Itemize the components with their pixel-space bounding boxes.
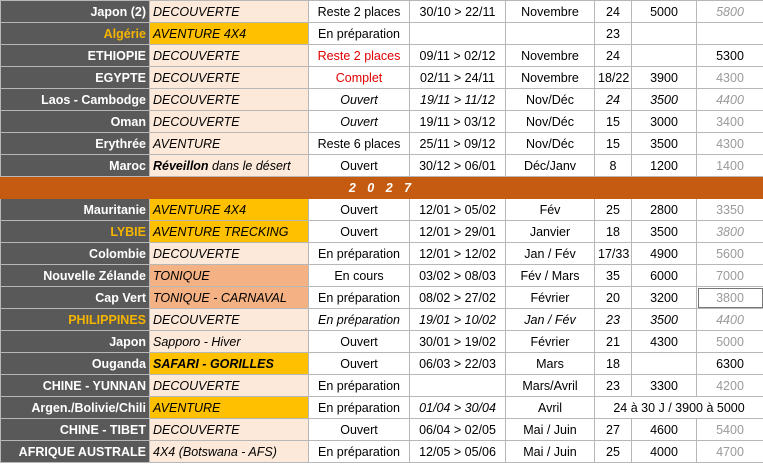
status-cell: En préparation	[309, 309, 410, 331]
price-cell: 4600	[632, 419, 697, 441]
destination-cell: Algérie	[1, 23, 150, 45]
type-highlight: Réveillon	[153, 158, 209, 173]
destination-cell: Japon	[1, 331, 150, 353]
type-cell: Sapporo - Hiver	[150, 331, 309, 353]
dates-cell: 19/11 > 03/12	[410, 111, 506, 133]
status-cell: Ouvert	[309, 89, 410, 111]
old-price-cell: 5000	[697, 331, 763, 353]
old-price-cell: 7000	[697, 265, 763, 287]
duration-cell: 25	[595, 199, 632, 221]
dates-cell: 02/11 > 24/11	[410, 67, 506, 89]
duration-cell: 17/33	[595, 243, 632, 265]
table-row	[1, 199, 763, 221]
destination-cell: EGYPTE	[1, 67, 150, 89]
dates-cell: 19/11 > 11/12	[410, 89, 506, 111]
month-cell: Nov/Déc	[506, 89, 595, 111]
duration-cell: 21	[595, 331, 632, 353]
table-row	[1, 309, 763, 331]
table-row	[1, 265, 763, 287]
price-cell	[632, 45, 697, 67]
destination-cell: ETHIOPIE	[1, 45, 150, 67]
type-cell	[150, 155, 309, 177]
month-cell: Mars/Avril	[506, 375, 595, 397]
month-cell: Janvier	[506, 221, 595, 243]
price-cell: 3500	[632, 89, 697, 111]
old-price-cell: 5600	[697, 243, 763, 265]
duration-cell: 24	[595, 1, 632, 23]
table-row	[1, 287, 763, 309]
status-cell: Reste 2 places	[309, 1, 410, 23]
table-row	[1, 397, 763, 419]
destination-cell: Japon (2)	[1, 1, 150, 23]
old-price-cell: 4300	[697, 133, 763, 155]
destination-cell: Maroc	[1, 155, 150, 177]
type-cell: AVENTURE 4X4	[150, 199, 309, 221]
dates-cell: 06/04 > 02/05	[410, 419, 506, 441]
old-price-cell: 3400	[697, 111, 763, 133]
status-cell: Ouvert	[309, 155, 410, 177]
table-row	[1, 419, 763, 441]
month-cell: Nov/Déc	[506, 111, 595, 133]
price-cell: 4000	[632, 441, 697, 463]
duration-cell: 27	[595, 419, 632, 441]
duration-cell: 24	[595, 45, 632, 67]
price-cell: 5000	[632, 1, 697, 23]
duration-cell: 18	[595, 221, 632, 243]
destination-cell: CHINE - TIBET	[1, 419, 150, 441]
month-cell: Février	[506, 287, 595, 309]
table-row	[1, 23, 763, 45]
price-cell: 2800	[632, 199, 697, 221]
month-cell: Nov/Déc	[506, 133, 595, 155]
type-cell: DECOUVERTE	[150, 111, 309, 133]
status-cell: Ouvert	[309, 331, 410, 353]
dates-cell: 12/01 > 12/02	[410, 243, 506, 265]
status-cell: Complet	[309, 67, 410, 89]
price-cell: 3300	[632, 375, 697, 397]
year-label: 2 0 2 7	[1, 177, 763, 199]
price-cell: 3000	[632, 111, 697, 133]
type-cell: DECOUVERTE	[150, 375, 309, 397]
table-row	[1, 331, 763, 353]
destination-cell: PHILIPPINES	[1, 309, 150, 331]
dates-cell: 01/04 > 30/04	[410, 397, 506, 419]
price-cell: 3500	[632, 221, 697, 243]
duration-cell: 23	[595, 309, 632, 331]
duration-cell: 35	[595, 265, 632, 287]
type-cell: DECOUVERTE	[150, 309, 309, 331]
dates-cell: 12/01 > 05/02	[410, 199, 506, 221]
table-row	[1, 375, 763, 397]
status-cell: Ouvert	[309, 111, 410, 133]
destination-cell: Argen./Bolivie/Chili	[1, 397, 150, 419]
destination-cell: Erythrée	[1, 133, 150, 155]
dates-cell: 19/01 > 10/02	[410, 309, 506, 331]
duration-cell: 20	[595, 287, 632, 309]
status-cell: Ouvert	[309, 199, 410, 221]
destination-cell: Mauritanie	[1, 199, 150, 221]
type-rest: dans le désert	[208, 158, 291, 173]
type-cell: DECOUVERTE	[150, 67, 309, 89]
type-cell: DECOUVERTE	[150, 419, 309, 441]
status-cell: En préparation	[309, 375, 410, 397]
duration-cell: 8	[595, 155, 632, 177]
old-price-cell: 6300	[697, 353, 763, 375]
duration-cell: 25	[595, 441, 632, 463]
duration-price-merged-cell: 24 à 30 J / 3900 à 5000	[595, 397, 763, 419]
old-price-cell: 1400	[697, 155, 763, 177]
duration-cell: 15	[595, 111, 632, 133]
old-price-cell	[697, 23, 763, 45]
old-price-cell: 5400	[697, 419, 763, 441]
duration-cell: 23	[595, 375, 632, 397]
month-cell: Jan / Fév	[506, 243, 595, 265]
status-cell: En préparation	[309, 397, 410, 419]
price-cell: 3200	[632, 287, 697, 309]
type-cell: AVENTURE	[150, 397, 309, 419]
dates-cell: 09/11 > 02/12	[410, 45, 506, 67]
status-cell: En cours	[309, 265, 410, 287]
duration-cell: 18/22	[595, 67, 632, 89]
status-cell: Ouvert	[309, 353, 410, 375]
destination-cell: AFRIQUE AUSTRALE	[1, 441, 150, 463]
table-row	[1, 45, 763, 67]
duration-cell: 24	[595, 89, 632, 111]
month-cell: Mai / Juin	[506, 441, 595, 463]
status-cell: En préparation	[309, 23, 410, 45]
month-cell: Mai / Juin	[506, 419, 595, 441]
table-row	[1, 67, 763, 89]
table-row	[1, 89, 763, 111]
old-price-cell: 4300	[697, 67, 763, 89]
type-cell: AVENTURE 4X4	[150, 23, 309, 45]
dates-cell: 12/01 > 29/01	[410, 221, 506, 243]
old-price-cell: 3350	[697, 199, 763, 221]
dates-cell: 12/05 > 05/06	[410, 441, 506, 463]
month-cell	[506, 23, 595, 45]
year-separator-row	[1, 177, 763, 199]
table-row	[1, 243, 763, 265]
type-cell: SAFARI - GORILLES	[150, 353, 309, 375]
month-cell: Fév / Mars	[506, 265, 595, 287]
dates-cell: 30/10 > 22/11	[410, 1, 506, 23]
table-row	[1, 221, 763, 243]
month-cell: Novembre	[506, 67, 595, 89]
duration-cell: 18	[595, 353, 632, 375]
old-price-cell: 3800	[697, 287, 763, 309]
month-cell: Déc/Janv	[506, 155, 595, 177]
price-cell: 4300	[632, 331, 697, 353]
destination-cell: Laos - Cambodge	[1, 89, 150, 111]
old-price-cell: 4200	[697, 375, 763, 397]
dates-cell	[410, 375, 506, 397]
status-cell: Ouvert	[309, 419, 410, 441]
table-row	[1, 353, 763, 375]
type-cell: DECOUVERTE	[150, 45, 309, 67]
dates-cell: 30/01 > 19/02	[410, 331, 506, 353]
price-cell	[632, 353, 697, 375]
month-cell: Mars	[506, 353, 595, 375]
type-cell: DECOUVERTE	[150, 243, 309, 265]
dates-cell: 03/02 > 08/03	[410, 265, 506, 287]
destination-cell: Colombie	[1, 243, 150, 265]
type-cell: AVENTURE	[150, 133, 309, 155]
destination-cell: Nouvelle Zélande	[1, 265, 150, 287]
type-cell: DECOUVERTE	[150, 1, 309, 23]
status-cell: Ouvert	[309, 221, 410, 243]
old-price-cell: 5800	[697, 1, 763, 23]
old-price-cell: 4700	[697, 441, 763, 463]
price-cell: 1200	[632, 155, 697, 177]
type-cell: TONIQUE - CARNAVAL	[150, 287, 309, 309]
month-cell: Novembre	[506, 45, 595, 67]
month-cell: Avril	[506, 397, 595, 419]
month-cell: Novembre	[506, 1, 595, 23]
duration-cell: 23	[595, 23, 632, 45]
destination-cell: Ouganda	[1, 353, 150, 375]
old-price-cell: 3800	[697, 221, 763, 243]
type-cell: AVENTURE TRECKING	[150, 221, 309, 243]
price-cell: 3500	[632, 133, 697, 155]
table-row	[1, 1, 763, 23]
price-cell: 3900	[632, 67, 697, 89]
table-row	[1, 155, 763, 177]
price-cell	[632, 23, 697, 45]
dates-cell: 25/11 > 09/12	[410, 133, 506, 155]
table-row	[1, 111, 763, 133]
type-cell: 4X4 (Botswana - AFS)	[150, 441, 309, 463]
old-price-cell: 4400	[697, 309, 763, 331]
status-cell: En préparation	[309, 441, 410, 463]
price-cell: 4900	[632, 243, 697, 265]
dates-cell	[410, 23, 506, 45]
price-cell: 6000	[632, 265, 697, 287]
destination-cell: LYBIE	[1, 221, 150, 243]
old-price-cell: 5300	[697, 45, 763, 67]
old-price-cell: 4400	[697, 89, 763, 111]
duration-cell: 15	[595, 133, 632, 155]
table-row	[1, 441, 763, 463]
table-row	[1, 133, 763, 155]
month-cell: Février	[506, 331, 595, 353]
status-cell: En préparation	[309, 243, 410, 265]
status-cell: Reste 2 places	[309, 45, 410, 67]
destination-cell: Cap Vert	[1, 287, 150, 309]
dates-cell: 08/02 > 27/02	[410, 287, 506, 309]
status-cell: En préparation	[309, 287, 410, 309]
month-cell: Fév	[506, 199, 595, 221]
price-cell: 3500	[632, 309, 697, 331]
dates-cell: 30/12 > 06/01	[410, 155, 506, 177]
type-cell: DECOUVERTE	[150, 89, 309, 111]
destination-cell: CHINE - YUNNAN	[1, 375, 150, 397]
status-cell: Reste 6 places	[309, 133, 410, 155]
type-cell: TONIQUE	[150, 265, 309, 287]
dates-cell: 06/03 > 22/03	[410, 353, 506, 375]
destination-cell: Oman	[1, 111, 150, 133]
month-cell: Jan / Fév	[506, 309, 595, 331]
